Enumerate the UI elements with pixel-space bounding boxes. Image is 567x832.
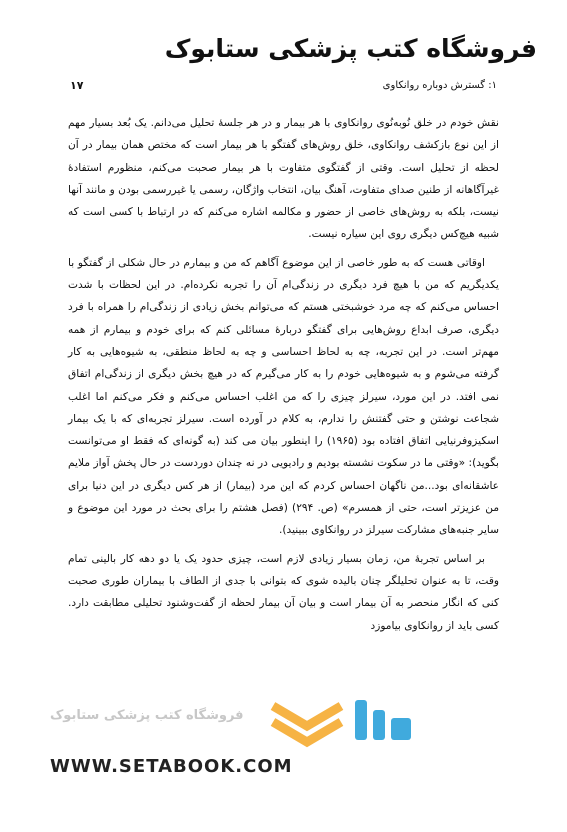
body-text — [68, 112, 499, 637]
chapter-title: ۱: گسترش دوباره روانکاوی — [382, 79, 497, 91]
paragraph: نقش خودم در خلق نُوبه‌نُوی روانکاوی با هر بیمار و در هر جلسهٔ تحلیل می‌دانم. یک بُعد بسیار مهم از این نوع بازکشف روانکاوی، خلق روش‌های گفتگو با هر بیمار است که مختص همان بیمار در آن لحظه از تحلیل است. وقتی از گفتگوی متفاوت با هر بیمار صحبت می‌کنم، منظورم استفادهٔ غیرآگاهانه از طنین صدای متفاوت، آهنگ بیان، انتخاب واژگان، رسمی یا غیررسمی بودن و مانند آنها نیست، بلکه به روش‌های خاصی از حضور و مکالمه اشاره می‌کنم که در ارتباط با کسی است که شبیه هیچ‌کس دیگری روی این سیاره نیست. — [68, 117, 499, 241]
site-url: WWW.SETABOOK.COM — [50, 756, 293, 777]
setabook-logo-icon — [267, 688, 417, 758]
paragraph: اوقاتی هست که به طور خاصی از این موضوع آگاهم که من و بیمارم در حال شکلی از گفتگو با یکدیگریم که من با هیچ فرد دیگری در زندگی‌ام آن را تجربه نکرده‌ام. در این لحظات با شدت احساس می‌کنم که چه مرد خوشبختی هستم که می‌توانم بخش زیادی از زندگی‌ام را همراه با فرد دیگری، صرف ابداع روش‌هایی برای گفتگو دربارهٔ مسائلی کنم که برای خودم و بیمارم از همه مهم‌تر است. در این تجربه، چه به لحاظ احساسی و چه به لحاظ منطقی، به شیوه‌هایی به کار گرفته می‌شوم و به شیوه‌هایی خودم را به کار می‌گیرم که در هیچ بخش دیگری از زندگی‌ام اتفاق نمی افتد. در این مورد، سیرلز چیزی را که من اغلب احساس می‌کنم و فکر می‌کنم اما اغلب شجاعت نوشتن و حتی گفتنش را ندارم، به کلام در آورده است. سیرلز تجربه‌ای که با یک بیمار اسکیزوفرنیایی اتفاق افتاده بود (۱۹۶۵) را اینطور بیان می کند (به گونه‌ای که فقط او می‌توانست بگوید): «وقتی ما در سکوت نشسته بودیم و رادیویی در نه چندان دوردست در حال پخش آواز ملایم عاشقانه‌ای بود...من ناگهان احساس کردم که این مرد (بیمار) از هر کس دیگری در این دنیا برای من عزیزتر است، حتی از همسرم» (ص. ۲۹۴) (فصل هشتم را برای بحث در مورد این موضوع و سایر جنبه‌های مشارکت سیرلز در روانکاوی ببینید). — [68, 256, 499, 537]
watermark-text: فروشگاه کتب پزشکی ستابوک — [50, 708, 244, 723]
setabook-watermark — [40, 688, 527, 758]
paragraph: بر اساس تجربهٔ من، زمان بسیار زیادی لازم است، چیزی حدود یک یا دو دهه کار بالینی تمام وقت، تا به عنوان تحلیلگر چنان بالیده شوی که بتوانی با جدی از الطاف با بیماران طوری صحبت کنی که انگار منحصر به آن بیمار است و بیان آن بیمار لحظه از گفت‌وشنود تحلیلی مطابقت دارد. کسی باید از روانکاوی بیاموزد — [68, 552, 499, 632]
page-number: ۱۷ — [70, 78, 84, 92]
store-title: فروشگاه کتب پزشکی ستابوک — [164, 34, 537, 63]
running-head — [70, 76, 497, 94]
